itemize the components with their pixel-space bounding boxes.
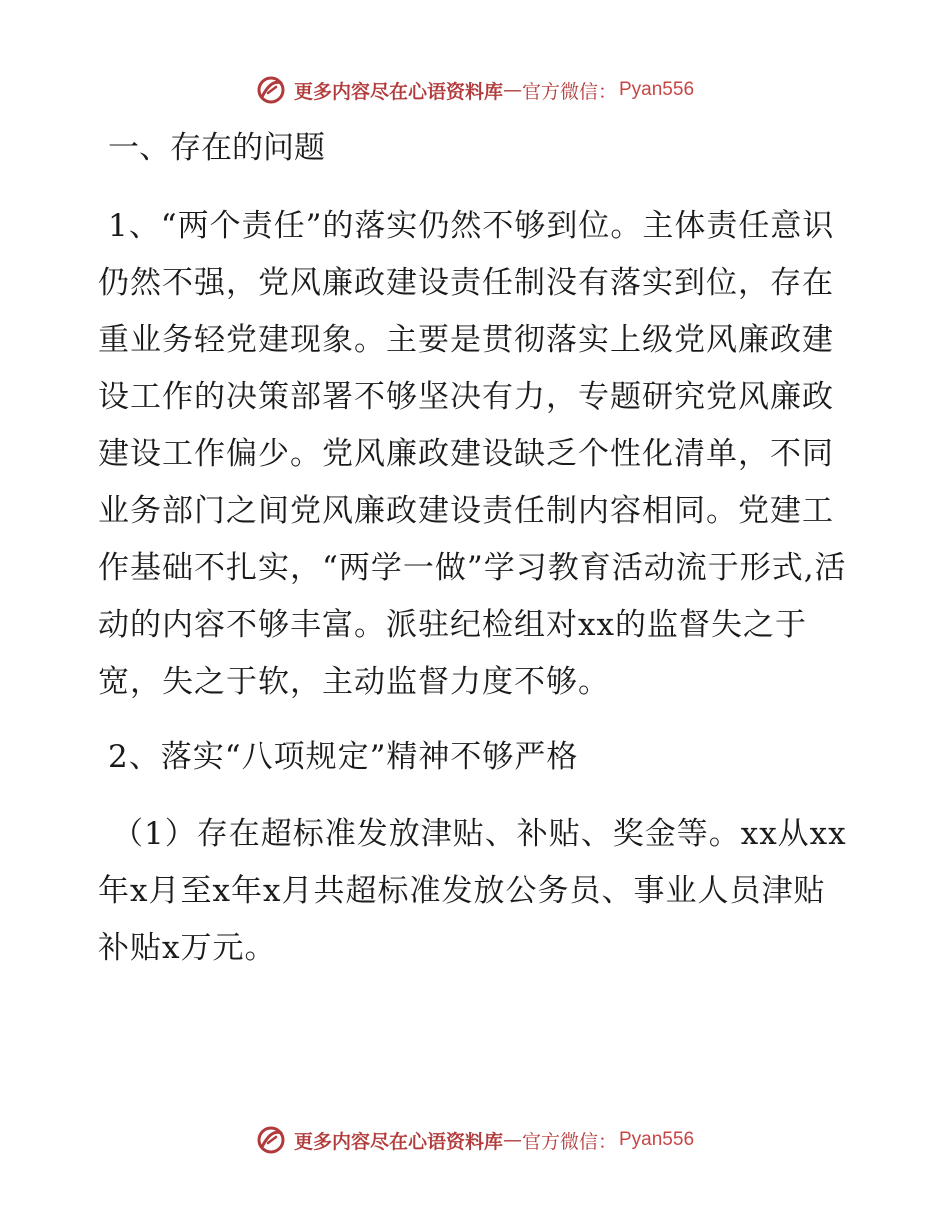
document-body: [98, 120, 850, 977]
watermark-logo-icon: [256, 1125, 286, 1155]
watermark-wechat-id: Pyan556: [619, 79, 695, 100]
watermark-official-label: 官方微信：: [521, 1130, 617, 1153]
watermark-logo-icon: [256, 75, 286, 105]
watermark-official-label: 官方微信：: [521, 80, 617, 103]
watermark-header: [0, 70, 950, 110]
watermark-dash: —: [502, 79, 522, 101]
watermark-brand: 更多内容尽在心语资料库: [293, 1130, 503, 1153]
watermark-text: [294, 1127, 694, 1154]
watermark-dash: —: [502, 1129, 522, 1151]
sub-item-allowances: （1）存在超标准发放津贴、补贴、奖金等。xx从xx年x月至x年x月共超标准发放公务员、事业人员津贴补贴x万元。: [98, 816, 847, 966]
paragraph-two-responsibilities: 1、“两个责任”的落实仍然不够到位。主体责任意识仍然不强，党风廉政建设责任制没有落实到位，存在重业务轻党建现象。主要是贯彻落实上级党风廉政建设工作的决策部署不够坚决有力，专题研究党风廉政建设工作偏少。党风廉政建设缺乏个性化清单，不同业务部门之间党风廉政建设责任制内容相同。党建工作基础不扎实，“两学一做”学习教育活动流于形式,活动的内容不够丰富。派驻纪检组对xx的监督失之于宽，失之于软，主动监督力度不够。: [98, 208, 847, 700]
watermark-text: [294, 77, 694, 104]
section-heading: 一、存在的问题: [108, 130, 325, 166]
watermark-footer: [0, 1120, 950, 1160]
item-eight-regulations: 2、落实“八项规定”精神不够严格: [108, 739, 579, 775]
watermark-brand: 更多内容尽在心语资料库: [293, 80, 503, 103]
watermark-wechat-id: Pyan556: [619, 1129, 695, 1150]
